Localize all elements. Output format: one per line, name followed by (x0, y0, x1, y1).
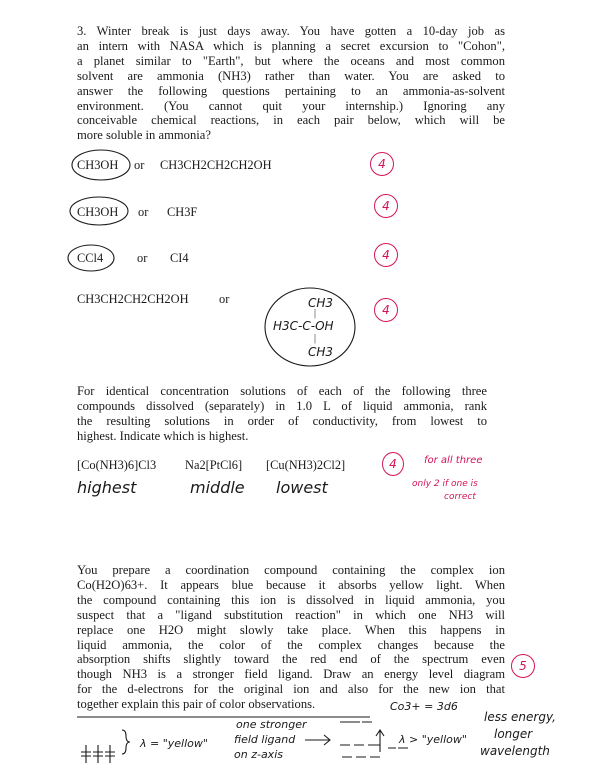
q3-line: environment. (You cannot quit your internship.) Ignoring any (77, 98, 505, 113)
pair-3-a: CCl4 (77, 251, 104, 265)
hw-lambda-yellow: λ = "yellow" (140, 737, 208, 750)
pair-4-or: or (219, 292, 230, 306)
struct-mid: H3C-C-OH (273, 319, 334, 333)
circle-tbutanol (265, 288, 355, 366)
q3-line: solvent are ammonia (NH3) rather than water. You are asked to (77, 68, 505, 83)
answer-middle: middle (190, 478, 245, 497)
pair-4-a: CH3CH2CH2CH2OH (77, 292, 189, 306)
compound-1: [Co(NH3)6]Cl3 (77, 458, 157, 472)
struct-bar-1: | (314, 308, 317, 319)
score-pair-1: 4 (370, 152, 394, 176)
cond-line: the resulting solutions in order of conductivity, from lowest to (77, 413, 487, 428)
hw-z-axis: on z-axis (234, 748, 283, 761)
pair-2-b: CH3F (167, 205, 198, 219)
compound-2: Na2[PtCl6] (185, 458, 243, 472)
hw-one-stronger: one stronger (236, 718, 307, 731)
coord-line: suspect that a "ligand substitution reaction" in which one NH3 will (77, 607, 505, 622)
grader-note-1: for all three (424, 455, 483, 466)
q3-line: answer the following questions pertaining to an ammonia-as-solvent (77, 83, 505, 98)
cond-line: compounds dissolved (separately) in 1.0 L of liquid ammonia, rank (77, 398, 487, 413)
hw-brace (122, 730, 130, 754)
compound-3: [Cu(NH3)2Cl2] (266, 458, 346, 472)
coord-line: absorption shifts slightly toward the red end of the spectrum even (77, 652, 505, 667)
score-coordination: 5 (511, 654, 535, 678)
pair-1-a: CH3OH (77, 158, 119, 172)
score-pair-2: 4 (374, 194, 398, 218)
pair-3-or: or (137, 251, 148, 265)
coord-line: though NH3 is a stronger field ligand. Draw an energy level diagram (77, 667, 505, 682)
pair-2-a: CH3OH (77, 205, 119, 219)
circle-pair-2-answer (70, 197, 128, 225)
pair-3-b: CI4 (170, 251, 189, 265)
grader-note-2: only 2 if one is (412, 479, 478, 489)
hw-lambda-gt-yellow: λ > "yellow" (399, 733, 467, 746)
score-pair-3: 4 (374, 243, 398, 267)
hw-wavelength: wavelength (480, 744, 550, 758)
cond-line: For identical concentration solutions of each of the following three (77, 384, 487, 398)
hw-less-energy: less energy, (484, 710, 556, 724)
circle-pair-3-answer (68, 245, 114, 271)
struct-bot: CH3 (308, 345, 334, 359)
pair-1-or: or (134, 158, 145, 172)
pair-2-or: or (138, 205, 149, 219)
coord-line: You prepare a coordination compound containing the complex ion (77, 563, 505, 577)
coord-line: for the d-electrons for the original ion and also for the new ion that (77, 682, 505, 697)
coord-line: replace one H2O might slowly take place. When this happens in (77, 622, 505, 637)
hw-levels-right (340, 722, 408, 757)
q3-line: an intern with NASA which is planning a secret excursion to "Cohon", (77, 38, 505, 53)
q3-line: 3. Winter break is just days away. You have gotten a 10-day job as (77, 24, 505, 38)
answer-lowest: lowest (276, 478, 328, 497)
score-pair-4: 4 (374, 298, 398, 322)
coord-line: together explain this pair of color observations. (77, 697, 316, 712)
hw-field-ligand: field ligand (234, 733, 296, 746)
cond-line: highest. Indicate which is highest. (77, 428, 249, 443)
coord-line: Co(H2O)63+. It appears blue because it absorbs yellow light. When (77, 577, 505, 592)
q3-line: more soluble in ammonia? (77, 128, 211, 143)
q3-line: conceivable chemical reactions, in each pair below, which will be (77, 113, 505, 128)
coord-line: the compound containing this ion is dissolved in liquid ammonia, you (77, 592, 505, 607)
struct-top: CH3 (308, 296, 334, 310)
grader-note-3: correct (444, 492, 476, 502)
struct-bar-2: | (314, 333, 317, 344)
coord-line: liquid ammonia, the color of the complex changes because the (77, 637, 505, 652)
hw-co-config: Co3+ = 3d6 (390, 700, 458, 713)
answer-highest: highest (77, 478, 137, 497)
hw-arrow (305, 735, 330, 745)
hw-orbital-marks (81, 745, 115, 763)
hw-longer: longer (494, 727, 533, 741)
pair-1-b: CH3CH2CH2CH2OH (160, 158, 272, 172)
circle-pair-1-answer (72, 150, 130, 180)
score-conductivity: 4 (382, 452, 404, 476)
q3-line: a planet similar to "Earth", but where the oceans and most common (77, 53, 505, 68)
